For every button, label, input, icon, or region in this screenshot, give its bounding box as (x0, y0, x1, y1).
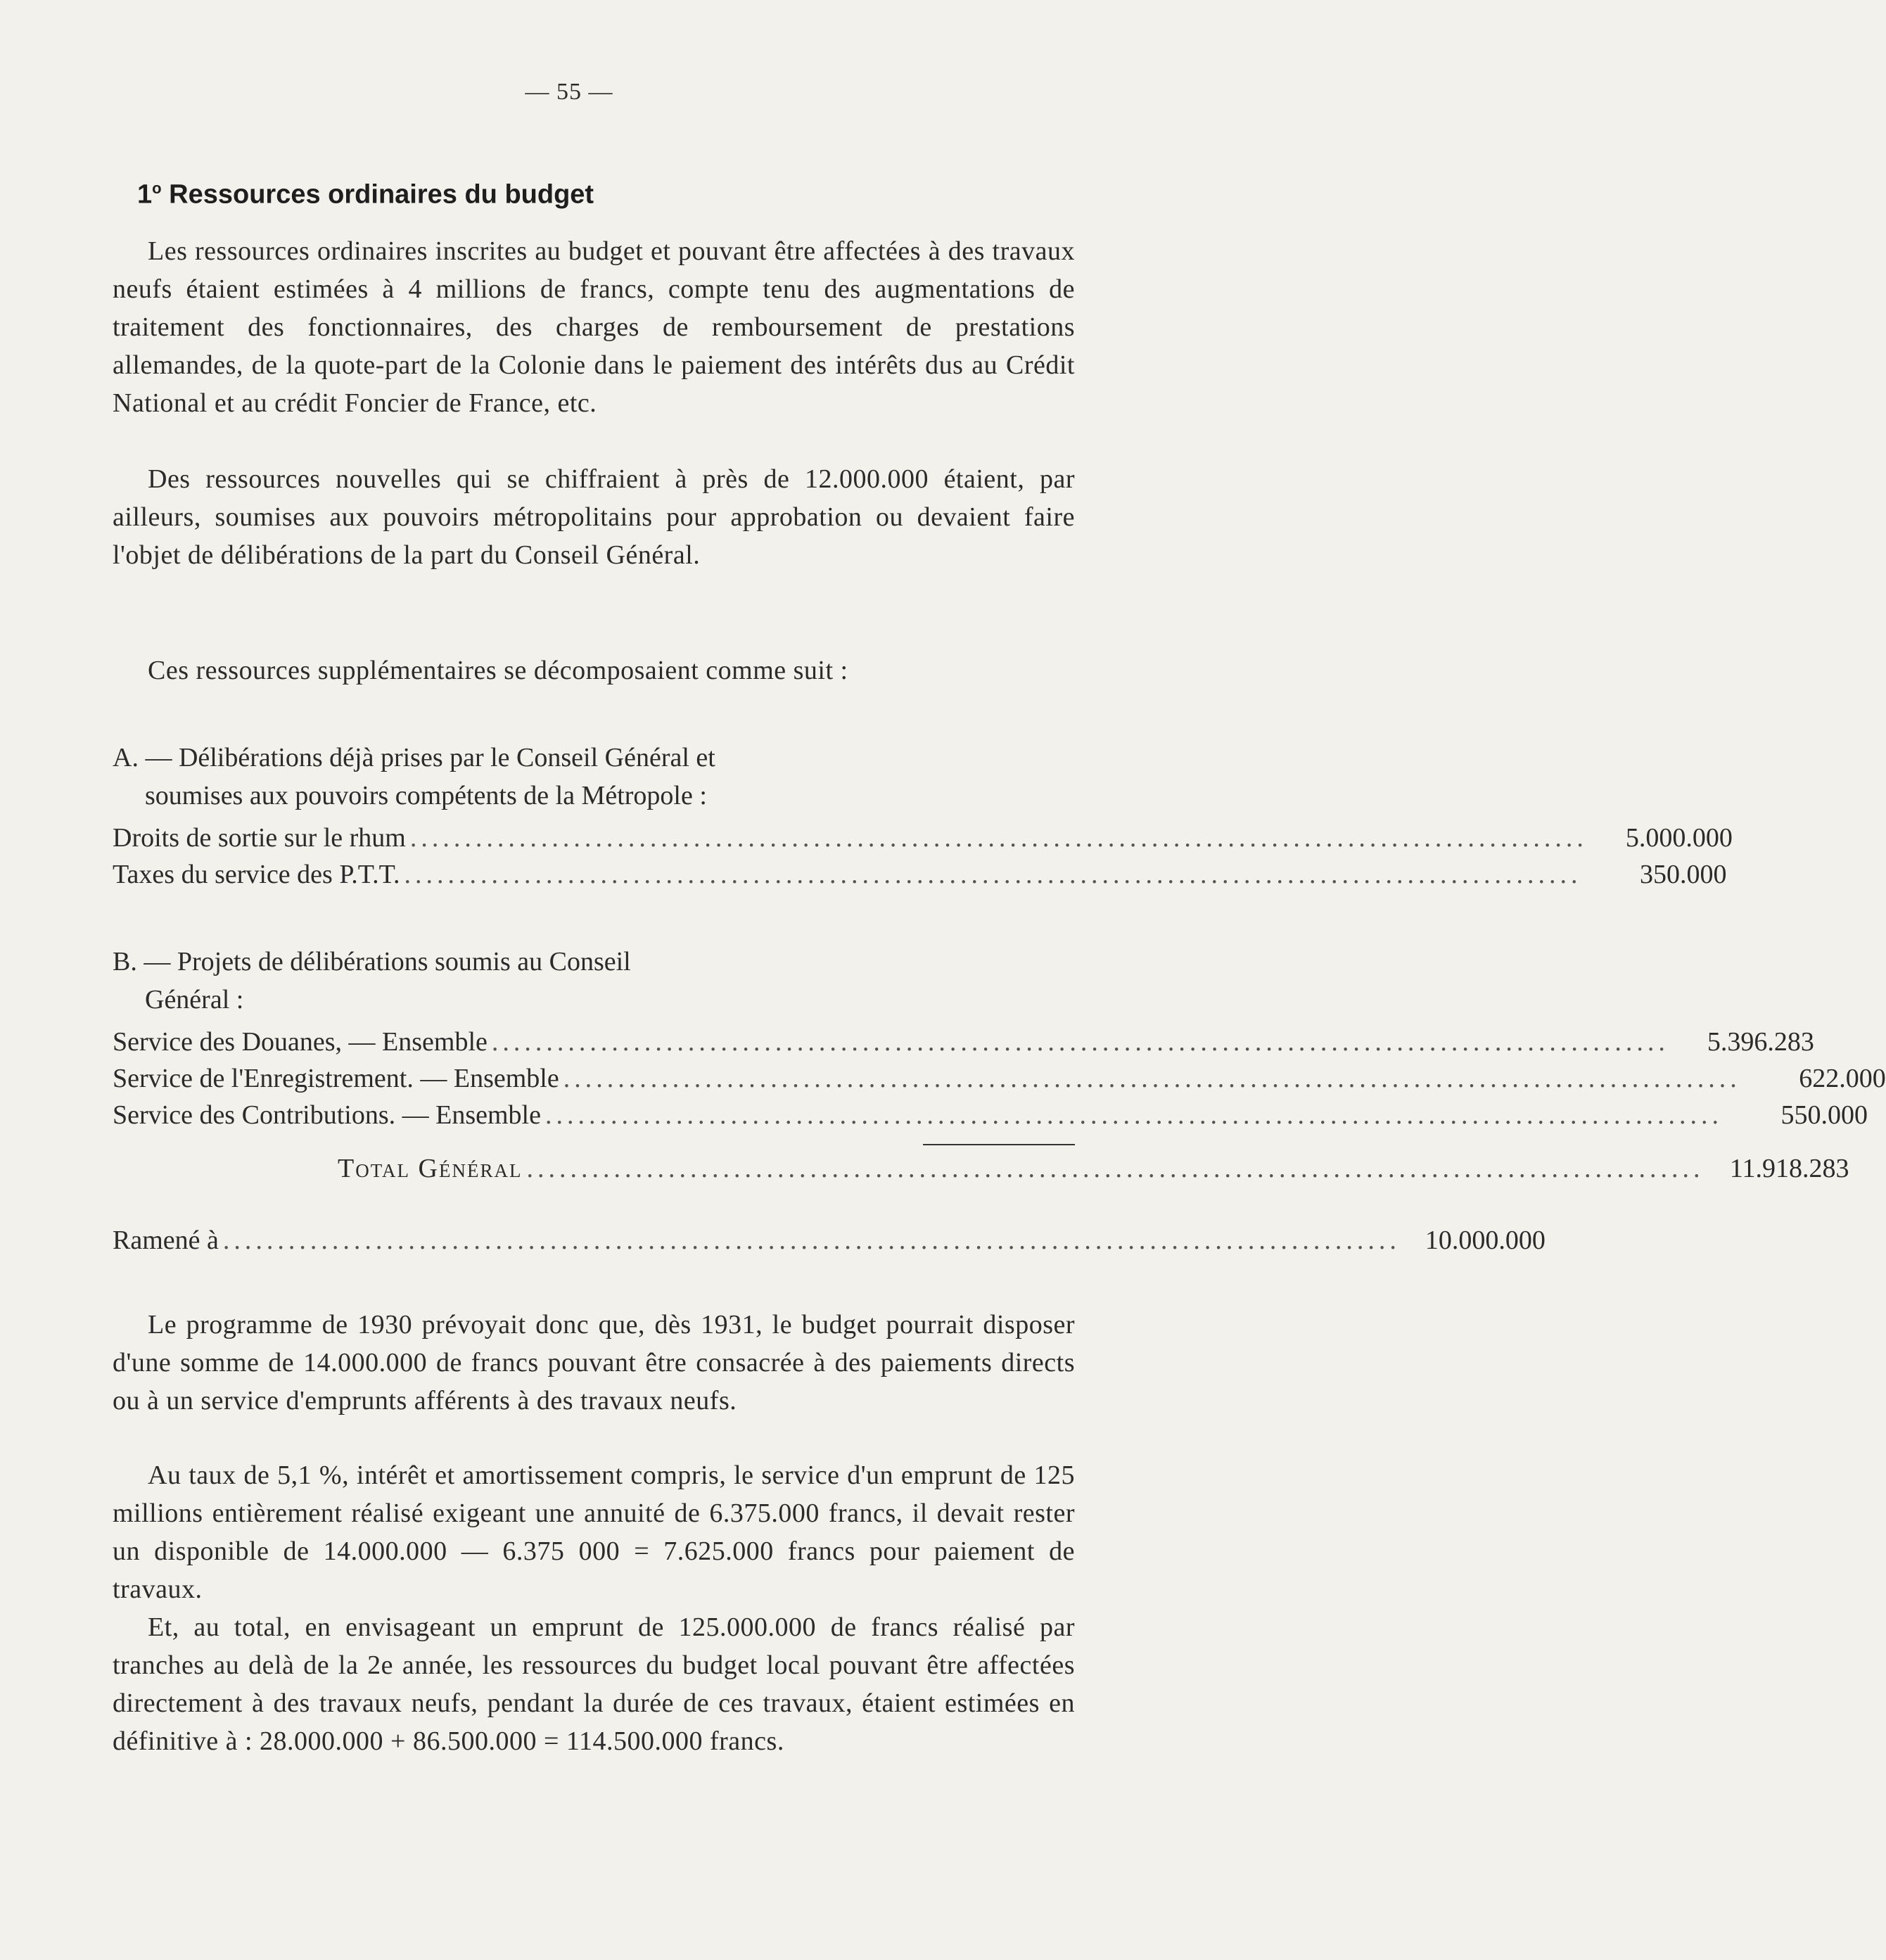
ledger-label: Service des Douanes, — Ensemble (113, 1027, 488, 1057)
ledger-label: Droits de sortie sur le rhum (113, 823, 406, 853)
paragraph-ressources-ordinaires (113, 232, 1075, 422)
section-number-sup: o (152, 179, 162, 197)
ledger-amount: 350.000 (1640, 860, 1727, 889)
ledger-amount: 5.396.283 (1707, 1027, 1814, 1057)
paragraph-total-ressources (113, 1608, 1075, 1760)
group-a-heading-cont: soumises aux pouvoirs compétents de la Métropole : (145, 781, 707, 810)
ledger-row-ramene (113, 1221, 1546, 1259)
paragraph-text: Ces ressources supplémentaires se décomposaient comme suit : (148, 656, 848, 685)
paragraph-text: Les ressources ordinaires inscrites au budget et pouvant être affectées à des travaux neufs étaient estimées à 4 millions de francs, compte tenu des augmentations de traitement des fonctionnaires, des charges de remboursement de prestations allemandes, de la quote-part de la Colonie dans le paiement des intérêts dus au Crédit National et au crédit Foncier de France, etc. (113, 236, 1075, 418)
total-rule (923, 1144, 1075, 1145)
dot-leader: ............................................................................................................ (544, 1100, 1723, 1130)
ramene-label: Ramené à (113, 1226, 219, 1255)
paragraph-decomposition-intro (113, 651, 1075, 689)
ledger-row-enregistrement (113, 1059, 1886, 1097)
section-heading (137, 179, 594, 210)
ledger-row-total (338, 1150, 1849, 1188)
paragraph-text: Et, au total, en envisageant un emprunt de 125.000.000 de francs réalisé par tranches au delà de la 2e année, les ressources du budget local pouvant être affectées directement à des travaux neufs, pendant la durée de ces travaux, étaient estimées en définitive à : 28.000.000 + 86.500.000 = 114.500.000 francs. (113, 1612, 1075, 1756)
ledger-label: Service de l'Enregistrement. — Ensemble (113, 1064, 559, 1093)
dot-leader: ............................................................................................................ (491, 1027, 1669, 1057)
ledger-row-contributions (113, 1096, 1868, 1134)
dot-leader: ............................................................................................................ (563, 1064, 1741, 1093)
dot-leader: ............................................................................................................ (404, 860, 1582, 889)
paragraph-text: Le programme de 1930 prévoyait donc que, dès 1931, le budget pourrait disposer d'une somme de 14.000.000 de francs pouvant être consacrée à des paiements directs ou à un service d'emprunts afférents à des travaux neufs. (113, 1310, 1075, 1415)
group-a-heading: A. — Délibérations déjà prises par le Conseil Général et (113, 743, 715, 772)
total-label: Total Général (338, 1154, 523, 1183)
dot-leader: ............................................................................................................ (409, 823, 1588, 853)
ramene-amount: 10.000.000 (1425, 1226, 1546, 1255)
ledger-label: Service des Contributions. — Ensemble (113, 1100, 541, 1130)
section-number: 1 (137, 179, 153, 210)
dot-leader: ............................................................................................................ (526, 1154, 1705, 1183)
group-b-heading-cont: Général : (145, 985, 244, 1014)
paragraph-programme-1930 (113, 1306, 1075, 1420)
total-amount: 11.918.283 (1729, 1154, 1849, 1183)
ledger-amount: 5.000.000 (1625, 823, 1733, 853)
section-title: Ressources ordinaires du budget (169, 179, 594, 210)
group-b-heading: B. — Projets de délibérations soumis au Conseil (113, 947, 631, 976)
page-number: — 55 — (525, 79, 613, 105)
dot-leader: ............................................................................................................ (222, 1226, 1401, 1255)
ledger-row-douanes (113, 1023, 1814, 1061)
ledger-label: Taxes du service des P.T.T. (113, 860, 400, 889)
paragraph-text: Des ressources nouvelles qui se chiffraient à près de 12.000.000 étaient, par ailleurs, soumises aux pouvoirs métropolitains pour approbation ou devaient faire l'objet de délibérations de la part du Conseil Général. (113, 464, 1075, 570)
ledger-amount: 550.000 (1780, 1100, 1868, 1130)
ledger-row-taxes-ptt (113, 855, 1727, 893)
ledger-amount: 622.000 (1799, 1064, 1886, 1093)
paragraph-text: Au taux de 5,1 %, intérêt et amortissement compris, le service d'un emprunt de 125 millions entièrement réalisé exigeant une annuité de 6.375.000 francs, il devait rester un disponible de 14.000.000 — 6.375 000 = 7.625.000 francs pour paiement de travaux. (113, 1461, 1075, 1604)
paragraph-taux-emprunt (113, 1456, 1075, 1608)
ledger-row-droits-rhum (113, 819, 1733, 857)
paragraph-ressources-nouvelles (113, 460, 1075, 574)
